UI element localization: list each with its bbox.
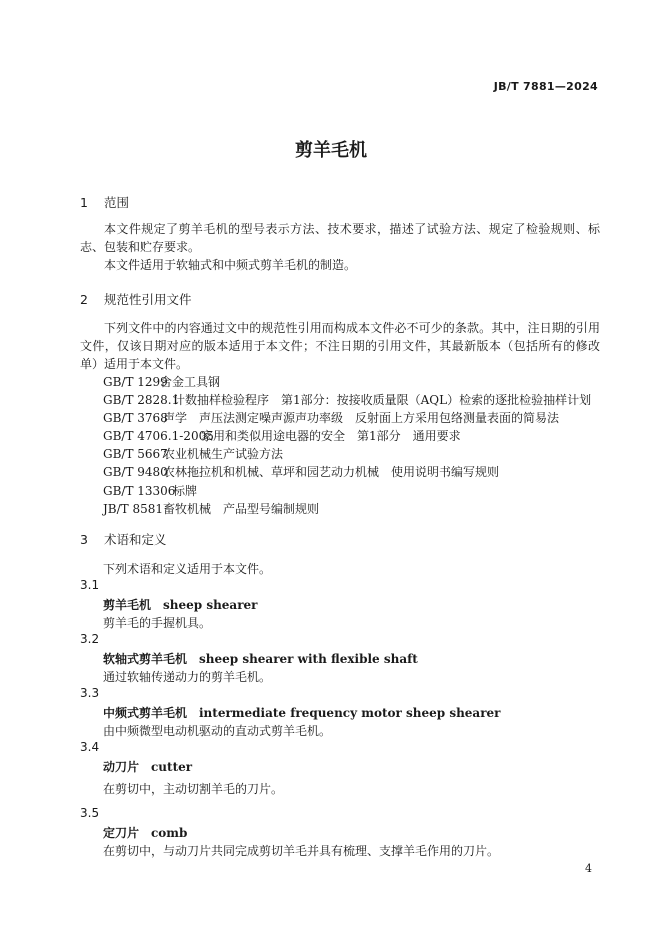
reference-title: 标牌 (173, 483, 198, 498)
reference-code: JB/T 8581 (103, 501, 164, 516)
term-definition: 在剪切中，与动刀片共同完成剪切羊毛并具有梳理、支撑羊毛作用的刀片。 (103, 844, 500, 858)
reference-code: GB/T 4706.1-2005 (103, 429, 214, 444)
term-definition: 剪羊毛的手握机具。 (103, 616, 212, 630)
reference-list (103, 373, 591, 518)
term-definition: 由中频微型电动机驱动的直动式剪羊毛机。 (103, 724, 332, 738)
term-name: 动刀片 cutter (103, 760, 193, 774)
scope-body (80, 220, 600, 274)
section-title: 规范性引用文件 (104, 292, 192, 307)
term-definition: 通过软轴传递动力的剪羊毛机。 (103, 670, 272, 684)
reference-title: 农业机械生产试验方法 (163, 447, 284, 462)
document-title: 剪羊毛机 (295, 140, 367, 161)
reference-code: GB/T 13306 (103, 483, 176, 498)
term-name: 剪羊毛机 sheep shearer (103, 598, 258, 612)
section-1-heading (80, 193, 129, 211)
reference-item (103, 500, 591, 518)
term-definition: 在剪切中，主动切割羊毛的刀片。 (103, 782, 284, 796)
page-number: 4 (585, 862, 592, 875)
reference-code: GB/T 9480 (103, 465, 168, 480)
section-2-heading (80, 290, 192, 308)
normative-intro-text: 下列文件中的内容通过文中的规范性引用而构成本文件必不可少的条款。其中，注日期的引用文件，仅该日期对应的版本适用于本文件；不注日期的引用文件，其最新版本（包括所有的修改单）适用于本文件。 (80, 321, 600, 371)
reference-title: 计数抽样检验程序 第1部分：按接收质量限（AQL）检索的逐批检验抽样计划 (173, 393, 592, 408)
section-title: 术语和定义 (104, 532, 167, 547)
normative-intro (80, 319, 600, 373)
reference-code: GB/T 3768 (103, 411, 168, 426)
reference-title: 畜牧机械 产品型号编制规则 (163, 501, 320, 516)
reference-code: GB/T 5667 (103, 447, 168, 462)
reference-item (103, 391, 591, 409)
reference-item (103, 409, 591, 427)
section-3-heading (80, 530, 167, 548)
reference-title: 农林拖拉机和机械、草坪和园艺动力机械 使用说明书编写规则 (163, 465, 500, 480)
term-name: 中频式剪羊毛机 intermediate frequency motor sheep shearer (103, 706, 501, 720)
standard-code: JB/T 7881—2024 (493, 80, 598, 93)
term-number: 3.3 (80, 686, 100, 700)
section-title: 范围 (104, 195, 130, 210)
term-name: 定刀片 comb (103, 826, 188, 840)
scope-paragraph: 本文件适用于软轴式和中频式剪羊毛机的制造。 (104, 258, 357, 272)
term-number: 3.5 (80, 806, 100, 820)
term-number: 3.4 (80, 740, 100, 754)
scope-paragraph: 本文件规定了剪羊毛机的型号表示方法、技术要求，描述了试验方法、规定了检验规则、标志、包装和贮存要求。 (80, 222, 600, 254)
reference-item (103, 427, 591, 445)
section-number: 3 (80, 532, 88, 547)
reference-item (103, 463, 591, 481)
reference-item (103, 445, 591, 463)
term-number: 3.2 (80, 632, 100, 646)
reference-code: GB/T 1299 (103, 375, 168, 389)
section-number: 2 (80, 292, 88, 307)
reference-title: 家用和类似用途电器的安全 第1部分 通用要求 (201, 429, 461, 444)
reference-item (103, 482, 591, 500)
terms-intro: 下列术语和定义适用于本文件。 (103, 562, 272, 576)
reference-title: 声学 声压法测定噪声源声功率级 反射面上方采用包络测量表面的简易法 (163, 411, 560, 426)
section-number: 1 (80, 195, 88, 210)
reference-code: GB/T 2828.1 (103, 393, 180, 408)
reference-item (103, 373, 591, 391)
term-name: 软轴式剪羊毛机 sheep shearer with flexible shaft (103, 652, 418, 666)
reference-title: 合金工具钢 (160, 375, 221, 389)
term-number: 3.1 (80, 578, 100, 592)
